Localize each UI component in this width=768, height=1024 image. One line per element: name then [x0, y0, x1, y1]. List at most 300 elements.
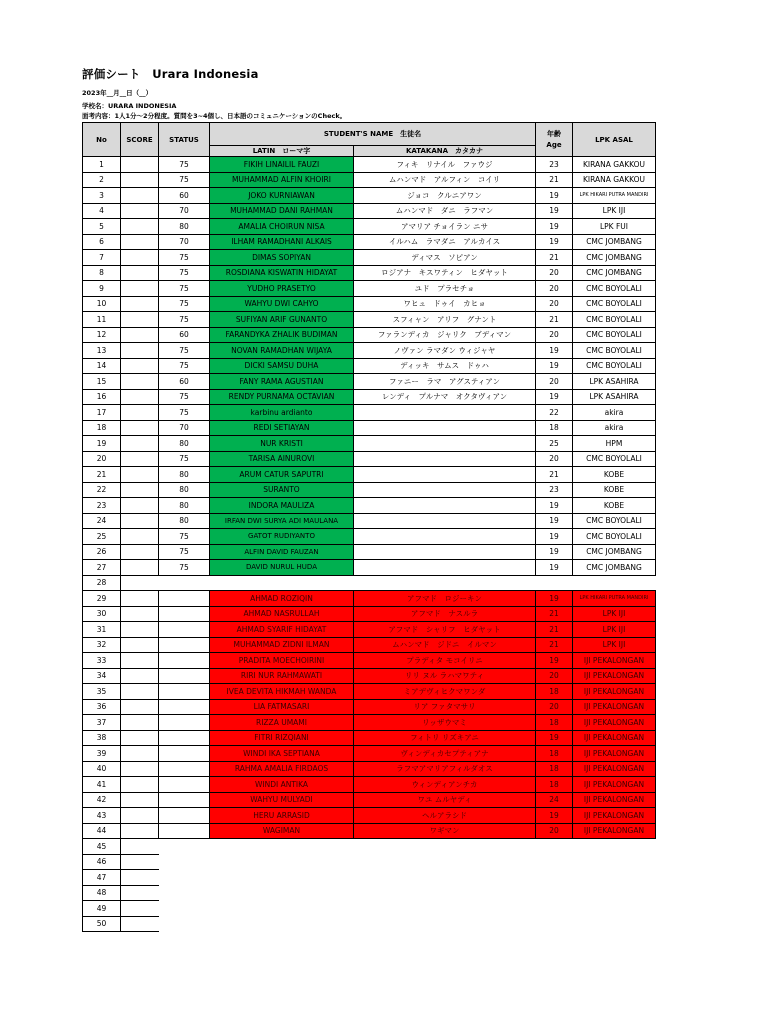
row-katakana-name-cell: プラディタ モコイリニ: [354, 653, 536, 669]
row-age-cell: 20: [536, 265, 573, 281]
row-no-cell: 41: [83, 777, 121, 793]
row-score-cell[interactable]: [121, 668, 159, 684]
row-score-cell[interactable]: [121, 513, 159, 529]
row-age-cell: 18: [536, 761, 573, 777]
row-katakana-name-cell: [354, 513, 536, 529]
row-latin-name-cell: SUFIYAN ARIF GUNANTO: [210, 312, 354, 328]
empty-cell: [573, 870, 656, 886]
row-lpk-cell: KOBE: [573, 467, 656, 483]
empty-cell: [573, 839, 656, 855]
row-status-cell: [159, 761, 210, 777]
row-score-cell[interactable]: [121, 327, 159, 343]
row-score-cell[interactable]: [121, 575, 159, 591]
row-score-cell[interactable]: [121, 436, 159, 452]
row-katakana-name-cell: レンディ プルナマ オクタヴィアン: [354, 389, 536, 405]
row-katakana-name-cell: ミアデヴィヒクマワンダ: [354, 684, 536, 700]
row-age-cell: 18: [536, 420, 573, 436]
row-age-cell: 21: [536, 606, 573, 622]
row-lpk-cell: IJI PEKALONGAN: [573, 823, 656, 839]
row-score-cell[interactable]: [121, 637, 159, 653]
row-latin-name-cell: AHMAD NASRULLAH: [210, 606, 354, 622]
row-katakana-name-cell: [354, 482, 536, 498]
row-katakana-name-cell: アフマド ロジーキン: [354, 591, 536, 607]
row-age-cell: 19: [536, 653, 573, 669]
empty-cell: [536, 839, 573, 855]
col-status-header: STATUS: [159, 123, 210, 157]
row-score-cell[interactable]: [121, 544, 159, 560]
row-katakana-name-cell: ヘルアラシド: [354, 808, 536, 824]
row-status-cell: 75: [159, 343, 210, 359]
row-no-cell: 30: [83, 606, 121, 622]
table-row: [83, 575, 656, 591]
row-lpk-cell: akira: [573, 405, 656, 421]
row-katakana-name-cell: [354, 420, 536, 436]
row-latin-name-cell: HERU ARRASID: [210, 808, 354, 824]
row-score-cell[interactable]: [121, 606, 159, 622]
row-katakana-name-cell: フィトリ リズキアニ: [354, 730, 536, 746]
row-age-cell: 21: [536, 637, 573, 653]
row-latin-name-cell: RAHMA AMALIA FIRDAOS: [210, 761, 354, 777]
row-katakana-name-cell: [354, 529, 536, 545]
row-no-cell: 18: [83, 420, 121, 436]
row-no-cell: 49: [83, 901, 121, 917]
row-latin-name-cell: PRADITA MOECHOIRINI: [210, 653, 354, 669]
row-no-cell: 12: [83, 327, 121, 343]
row-latin-name-cell: ILHAM RAMADHANI ALKAIS: [210, 234, 354, 250]
row-status-cell: 70: [159, 420, 210, 436]
row-katakana-name-cell: リリ ヌル ラハマワティ: [354, 668, 536, 684]
row-score-cell[interactable]: [121, 622, 159, 638]
evaluation-table: [82, 122, 656, 932]
empty-cell: [354, 854, 536, 870]
empty-cell: [210, 885, 354, 901]
empty-cell: [536, 870, 573, 886]
empty-cell: [159, 901, 210, 917]
row-latin-name-cell: ALFIN DAVID FAUZAN: [210, 544, 354, 560]
row-age-cell: 19: [536, 560, 573, 576]
row-score-cell[interactable]: [121, 172, 159, 188]
row-status-cell: [159, 653, 210, 669]
row-no-cell: 23: [83, 498, 121, 514]
row-latin-name-cell: INDORA MAULIZA: [210, 498, 354, 514]
row-score-cell[interactable]: [121, 358, 159, 374]
row-lpk-cell: IJI PEKALONGAN: [573, 668, 656, 684]
row-no-cell: 47: [83, 870, 121, 886]
row-status-cell: 75: [159, 172, 210, 188]
row-no-cell: 3: [83, 188, 121, 204]
row-latin-name-cell: DAVID NURUL HUDA: [210, 560, 354, 576]
row-score-cell[interactable]: [121, 901, 159, 917]
row-status-cell: 75: [159, 265, 210, 281]
row-status-cell: 80: [159, 513, 210, 529]
row-lpk-cell: IJI PEKALONGAN: [573, 808, 656, 824]
row-no-cell: 36: [83, 699, 121, 715]
date-line: 2023年__月__日（__）: [82, 89, 153, 97]
row-age-cell: 19: [536, 234, 573, 250]
row-latin-name-cell: MUHAMMAD DANI RAHMAN: [210, 203, 354, 219]
row-score-cell[interactable]: [121, 420, 159, 436]
table-row: [83, 606, 656, 622]
row-score-cell[interactable]: [121, 684, 159, 700]
empty-cell: [573, 575, 656, 591]
row-katakana-name-cell: ムハンマド アルフィン コイリ: [354, 172, 536, 188]
row-katakana-name-cell: リア ファタマサリ: [354, 699, 536, 715]
table-row: [83, 777, 656, 793]
row-score-cell[interactable]: [121, 529, 159, 545]
empty-cell: [536, 916, 573, 932]
row-score-cell[interactable]: [121, 730, 159, 746]
row-score-cell[interactable]: [121, 296, 159, 312]
table-row: [83, 420, 656, 436]
table-row: [83, 498, 656, 514]
row-score-cell[interactable]: [121, 389, 159, 405]
row-no-cell: 19: [83, 436, 121, 452]
row-lpk-cell: CMC BOYOLALI: [573, 281, 656, 297]
table-row: [83, 870, 656, 886]
row-score-cell[interactable]: [121, 157, 159, 173]
row-score-cell[interactable]: [121, 219, 159, 235]
row-age-cell: 19: [536, 730, 573, 746]
row-score-cell[interactable]: [121, 188, 159, 204]
row-latin-name-cell: YUDHO PRASETYO: [210, 281, 354, 297]
row-lpk-cell: CMC JOMBANG: [573, 250, 656, 266]
row-katakana-name-cell: リッザウマミ: [354, 715, 536, 731]
row-status-cell: [159, 668, 210, 684]
table-row: [83, 343, 656, 359]
empty-cell: [210, 575, 354, 591]
row-no-cell: 31: [83, 622, 121, 638]
row-no-cell: 8: [83, 265, 121, 281]
row-status-cell: 80: [159, 482, 210, 498]
row-katakana-name-cell: ノヴァン ラマダン ウィジャヤ: [354, 343, 536, 359]
row-lpk-cell: IJI PEKALONGAN: [573, 746, 656, 762]
row-latin-name-cell: IVEA DEVITA HIKMAH WANDA: [210, 684, 354, 700]
row-latin-name-cell: DIMAS SOPIYAN: [210, 250, 354, 266]
row-katakana-name-cell: ワユ ムルヤディ: [354, 792, 536, 808]
row-katakana-name-cell: ウィンディアンチカ: [354, 777, 536, 793]
row-score-cell[interactable]: [121, 808, 159, 824]
row-status-cell: 80: [159, 436, 210, 452]
row-latin-name-cell: WAHYU DWI CAHYO: [210, 296, 354, 312]
row-age-cell: 20: [536, 668, 573, 684]
row-status-cell: 75: [159, 544, 210, 560]
row-latin-name-cell: FIKIH LINAILIL FAUZI: [210, 157, 354, 173]
table-row: [83, 529, 656, 545]
row-score-cell[interactable]: [121, 312, 159, 328]
row-no-cell: 15: [83, 374, 121, 390]
row-status-cell: [159, 684, 210, 700]
table-row: [83, 761, 656, 777]
row-score-cell[interactable]: [121, 451, 159, 467]
table-row: [83, 792, 656, 808]
table-row: [83, 637, 656, 653]
row-lpk-cell: LPK ASAHIRA: [573, 389, 656, 405]
row-lpk-cell: IJI PEKALONGAN: [573, 777, 656, 793]
row-status-cell: 60: [159, 327, 210, 343]
row-age-cell: 18: [536, 777, 573, 793]
empty-cell: [210, 901, 354, 917]
row-score-cell[interactable]: [121, 234, 159, 250]
sheet-title: 評価シート Urara Indonesia: [82, 67, 259, 81]
row-katakana-name-cell: ロジアナ キスワティン ヒダヤット: [354, 265, 536, 281]
row-katakana-name-cell: イルハム ラマダニ アルカイス: [354, 234, 536, 250]
row-lpk-cell: IJI PEKALONGAN: [573, 684, 656, 700]
row-age-cell: 24: [536, 792, 573, 808]
row-age-cell: 19: [536, 591, 573, 607]
table-row: [83, 327, 656, 343]
row-no-cell: 7: [83, 250, 121, 266]
row-no-cell: 42: [83, 792, 121, 808]
row-no-cell: 21: [83, 467, 121, 483]
row-katakana-name-cell: ラフマアマリアフィルダオス: [354, 761, 536, 777]
row-lpk-cell: LPK IJI: [573, 203, 656, 219]
row-age-cell: 20: [536, 451, 573, 467]
empty-cell: [159, 575, 210, 591]
col-latin-header: LATIN ローマ字: [210, 146, 354, 157]
table-row: [83, 513, 656, 529]
empty-cell: [354, 870, 536, 886]
row-status-cell: 80: [159, 467, 210, 483]
row-age-cell: 21: [536, 250, 573, 266]
empty-cell: [354, 885, 536, 901]
table-row: [83, 668, 656, 684]
row-no-cell: 9: [83, 281, 121, 297]
table-row: [83, 591, 656, 607]
row-no-cell: 37: [83, 715, 121, 731]
row-score-cell[interactable]: [121, 203, 159, 219]
row-status-cell: 75: [159, 358, 210, 374]
row-score-cell[interactable]: [121, 374, 159, 390]
row-no-cell: 25: [83, 529, 121, 545]
row-latin-name-cell: AHMAD SYARIF HIDAYAT: [210, 622, 354, 638]
row-score-cell[interactable]: [121, 405, 159, 421]
row-latin-name-cell: WINDI IKA SEPTIANA: [210, 746, 354, 762]
row-score-cell[interactable]: [121, 343, 159, 359]
table-row: [83, 854, 656, 870]
row-status-cell: [159, 808, 210, 824]
row-age-cell: 20: [536, 327, 573, 343]
row-status-cell: 75: [159, 560, 210, 576]
row-score-cell[interactable]: [121, 653, 159, 669]
row-status-cell: [159, 715, 210, 731]
row-no-cell: 43: [83, 808, 121, 824]
row-latin-name-cell: RIRI NUR RAHMAWATI: [210, 668, 354, 684]
row-katakana-name-cell: ワヒュ ドゥイ カヒョ: [354, 296, 536, 312]
row-lpk-cell: IJI PEKALONGAN: [573, 699, 656, 715]
row-katakana-name-cell: ムハンマド ジドニ イルマン: [354, 637, 536, 653]
row-score-cell[interactable]: [121, 265, 159, 281]
row-status-cell: [159, 792, 210, 808]
row-lpk-cell: CMC BOYOLALI: [573, 358, 656, 374]
row-latin-name-cell: GATOT RUDIYANTO: [210, 529, 354, 545]
row-no-cell: 40: [83, 761, 121, 777]
table-row: [83, 885, 656, 901]
row-no-cell: 44: [83, 823, 121, 839]
empty-cell: [573, 854, 656, 870]
row-latin-name-cell: NUR KRISTI: [210, 436, 354, 452]
row-no-cell: 27: [83, 560, 121, 576]
row-score-cell[interactable]: [121, 885, 159, 901]
row-score-cell[interactable]: [121, 482, 159, 498]
table-row: [83, 265, 656, 281]
row-no-cell: 20: [83, 451, 121, 467]
row-lpk-cell: CMC BOYOLALI: [573, 312, 656, 328]
row-katakana-name-cell: ムハンマド ダニ ラフマン: [354, 203, 536, 219]
col-student-name-header: STUDENT'S NAME 生徒名: [210, 123, 536, 146]
row-status-cell: [159, 591, 210, 607]
empty-cell: [210, 839, 354, 855]
row-no-cell: 32: [83, 637, 121, 653]
table-row: [83, 823, 656, 839]
row-age-cell: 19: [536, 219, 573, 235]
row-lpk-cell: KOBE: [573, 498, 656, 514]
row-katakana-name-cell: アフマド シャリフ ヒダヤット: [354, 622, 536, 638]
row-lpk-cell: LPK IJI: [573, 622, 656, 638]
row-katakana-name-cell: [354, 451, 536, 467]
row-score-cell[interactable]: [121, 467, 159, 483]
table-row: [83, 358, 656, 374]
row-no-cell: 46: [83, 854, 121, 870]
row-age-cell: 20: [536, 296, 573, 312]
row-status-cell: [159, 746, 210, 762]
empty-cell: [573, 885, 656, 901]
row-score-cell[interactable]: [121, 854, 159, 870]
row-katakana-name-cell: [354, 405, 536, 421]
row-lpk-cell: CMC JOMBANG: [573, 265, 656, 281]
row-latin-name-cell: IRFAN DWI SURYA ADI MAULANA: [210, 513, 354, 529]
row-age-cell: 20: [536, 823, 573, 839]
row-latin-name-cell: ROSDIANA KISWATIN HIDAYAT: [210, 265, 354, 281]
empty-cell: [159, 839, 210, 855]
empty-cell: [354, 901, 536, 917]
row-score-cell[interactable]: [121, 916, 159, 932]
empty-cell: [354, 916, 536, 932]
row-age-cell: 19: [536, 343, 573, 359]
row-no-cell: 50: [83, 916, 121, 932]
empty-cell: [354, 839, 536, 855]
row-score-cell[interactable]: [121, 777, 159, 793]
row-no-cell: 2: [83, 172, 121, 188]
row-score-cell[interactable]: [121, 792, 159, 808]
row-katakana-name-cell: スフィャン アリフ グナント: [354, 312, 536, 328]
table-row: [83, 451, 656, 467]
row-latin-name-cell: RIZZA UMAMI: [210, 715, 354, 731]
row-katakana-name-cell: ファランディカ ジャリク ブディマン: [354, 327, 536, 343]
table-row: [83, 250, 656, 266]
row-lpk-cell: HPM: [573, 436, 656, 452]
col-age-header: 年齢 Age: [536, 123, 573, 157]
row-score-cell[interactable]: [121, 761, 159, 777]
row-age-cell: 19: [536, 358, 573, 374]
row-status-cell: 75: [159, 312, 210, 328]
row-status-cell: 75: [159, 529, 210, 545]
empty-cell: [159, 916, 210, 932]
table-row: [83, 234, 656, 250]
row-score-cell[interactable]: [121, 250, 159, 266]
row-lpk-cell: KIRANA GAKKOU: [573, 157, 656, 173]
row-latin-name-cell: NOVAN RAMADHAN WIJAYA: [210, 343, 354, 359]
row-status-cell: 80: [159, 498, 210, 514]
empty-cell: [354, 575, 536, 591]
row-age-cell: 25: [536, 436, 573, 452]
row-score-cell[interactable]: [121, 591, 159, 607]
row-score-cell[interactable]: [121, 715, 159, 731]
row-latin-name-cell: ARUM CATUR SAPUTRI: [210, 467, 354, 483]
row-katakana-name-cell: ジョコ クルニアワン: [354, 188, 536, 204]
row-katakana-name-cell: [354, 467, 536, 483]
table-row: [83, 436, 656, 452]
row-score-cell[interactable]: [121, 281, 159, 297]
empty-cell: [536, 901, 573, 917]
row-latin-name-cell: FARANDYKA ZHALIK BUDIMAN: [210, 327, 354, 343]
row-katakana-name-cell: [354, 560, 536, 576]
table-row: [83, 808, 656, 824]
row-status-cell: 80: [159, 219, 210, 235]
empty-cell: [159, 854, 210, 870]
row-no-cell: 1: [83, 157, 121, 173]
row-age-cell: 19: [536, 203, 573, 219]
empty-cell: [536, 854, 573, 870]
row-age-cell: 20: [536, 281, 573, 297]
row-latin-name-cell: MUHAMMAD ZIDNI ILMAN: [210, 637, 354, 653]
row-score-cell[interactable]: [121, 870, 159, 886]
empty-cell: [159, 870, 210, 886]
row-latin-name-cell: TARISA AINUROVI: [210, 451, 354, 467]
row-katakana-name-cell: アマリア チョイラン ニサ: [354, 219, 536, 235]
table-row: [83, 653, 656, 669]
row-age-cell: 23: [536, 157, 573, 173]
table-row: [83, 219, 656, 235]
row-score-cell[interactable]: [121, 498, 159, 514]
row-age-cell: 20: [536, 374, 573, 390]
empty-cell: [159, 885, 210, 901]
row-no-cell: 28: [83, 575, 121, 591]
row-age-cell: 19: [536, 808, 573, 824]
table-row: [83, 467, 656, 483]
row-score-cell[interactable]: [121, 699, 159, 715]
row-age-cell: 21: [536, 622, 573, 638]
row-latin-name-cell: FANY RAMA AGUSTIAN: [210, 374, 354, 390]
row-no-cell: 10: [83, 296, 121, 312]
row-age-cell: 20: [536, 699, 573, 715]
row-age-cell: 18: [536, 684, 573, 700]
row-status-cell: [159, 622, 210, 638]
school-line: 学校名：URARA INDONESIA: [82, 102, 177, 110]
row-age-cell: 19: [536, 498, 573, 514]
col-score-header: SCORE: [121, 123, 159, 157]
row-katakana-name-cell: フィキ リナイル ファウジ: [354, 157, 536, 173]
row-age-cell: 19: [536, 529, 573, 545]
row-no-cell: 39: [83, 746, 121, 762]
row-status-cell: 75: [159, 389, 210, 405]
empty-cell: [536, 885, 573, 901]
row-score-cell[interactable]: [121, 560, 159, 576]
table-row: [83, 699, 656, 715]
row-no-cell: 33: [83, 653, 121, 669]
table-row: [83, 622, 656, 638]
row-status-cell: 60: [159, 188, 210, 204]
row-katakana-name-cell: ディッキ サムス ドゥハ: [354, 358, 536, 374]
row-katakana-name-cell: ヴィンディカセプティアナ: [354, 746, 536, 762]
row-katakana-name-cell: [354, 436, 536, 452]
table-row: [83, 746, 656, 762]
row-lpk-cell: CMC BOYOLALI: [573, 513, 656, 529]
row-latin-name-cell: AHMAD ROZIQIN: [210, 591, 354, 607]
row-score-cell[interactable]: [121, 823, 159, 839]
row-score-cell[interactable]: [121, 839, 159, 855]
empty-cell: [536, 575, 573, 591]
row-score-cell[interactable]: [121, 746, 159, 762]
